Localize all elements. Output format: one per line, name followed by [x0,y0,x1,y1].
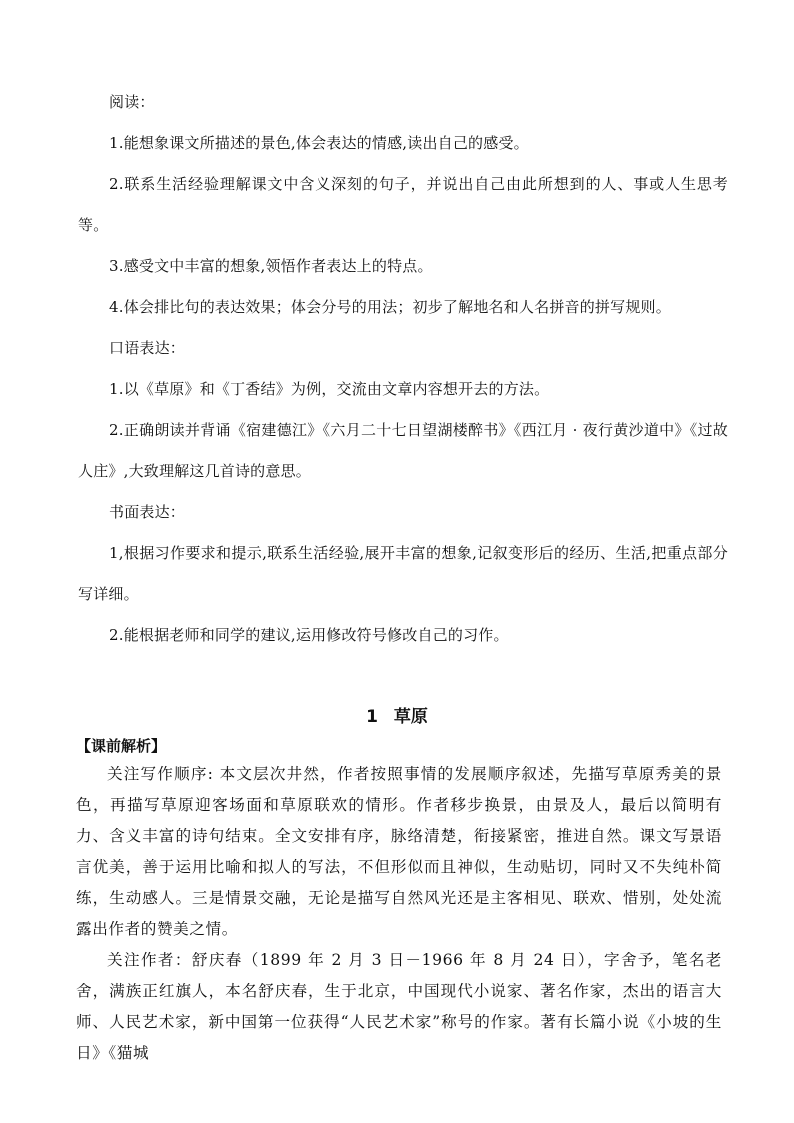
pre-lesson-analysis [76,733,722,1069]
objective-item: 2.联系生活经验理解课文中含义深刻的句子，并说出自己由此所想到的人、事或人生思考等。 [78,175,728,234]
objective-item: 1.能想象课文所描述的景色,体会表达的情感,读出自己的感受。 [109,134,529,152]
objective-item: 3.感受文中丰富的想象,领悟作者表达上的特点。 [109,257,433,275]
objective-item: 2.能根据老师和同学的建议,运用修改符号修改自己的习作。 [109,626,509,644]
objective-writing-heading: 书面表达： [109,503,186,521]
analysis-paragraph-writing-order: 关注写作顺序: 本文层次井然，作者按照事情的发展顺序叙述，先描写草原秀美的景色，再描写草原迎客场面和草原联欢的情形。作者移步换景，由景及人，最后以简明有力、含义丰富的诗句结束。全文安排有序，脉络清楚，衔接紧密，推进自然。课文写景语言优美，善于运用比喻和拟人的写法，不但形似而且神似，生动贴切，同时又不失纯朴简练，生动感人。三是情景交融，无论是描写自然风光还是主客相见、联欢、惜别，处处流露出作者的赞美之情。 [76,765,722,938]
objective-item: 2.正确朗读并背诵《宿建德江》《六月二十七日望湖楼醉书》《西江月 · 夜行黄沙道中》《过故人庄》,大致理解这几首诗的意思。 [78,421,728,480]
analysis-paragraph-author: 关注作者：舒庆春（1899 年 2 月 3 日－1966 年 8 月 24 日），字舍予，笔名老舍，满族正红旗人，本名舒庆春，生于北京，中国现代小说家、著名作家，杰出的语言大师、人民艺术家，新中国第一位获得“人民艺术家”称号的作家。著有长篇小说《小坡的生日》《猫城 [76,951,722,1062]
objective-item: 1,根据习作要求和提示,联系生活经验,展开丰富的想象,记叙变形后的经历、生活,把重点部分写详细。 [78,544,728,603]
learning-objectives [78,82,728,656]
lesson-title-text: 草原 [393,707,428,727]
objective-item: 1.以《草原》和《丁香结》为例，交流由文章内容想开去的方法。 [109,380,550,398]
lesson-number: 1 [366,707,378,727]
analysis-heading: 【课前解析】 [76,737,167,755]
lesson-title [0,704,794,730]
objective-oral-heading: 口语表达： [109,339,186,357]
objective-item: 4.体会排比句的表达效果；体会分号的用法；初步了解地名和人名拼音的拼写规则。 [109,298,671,316]
objective-reading-heading: 阅读： [109,93,155,111]
